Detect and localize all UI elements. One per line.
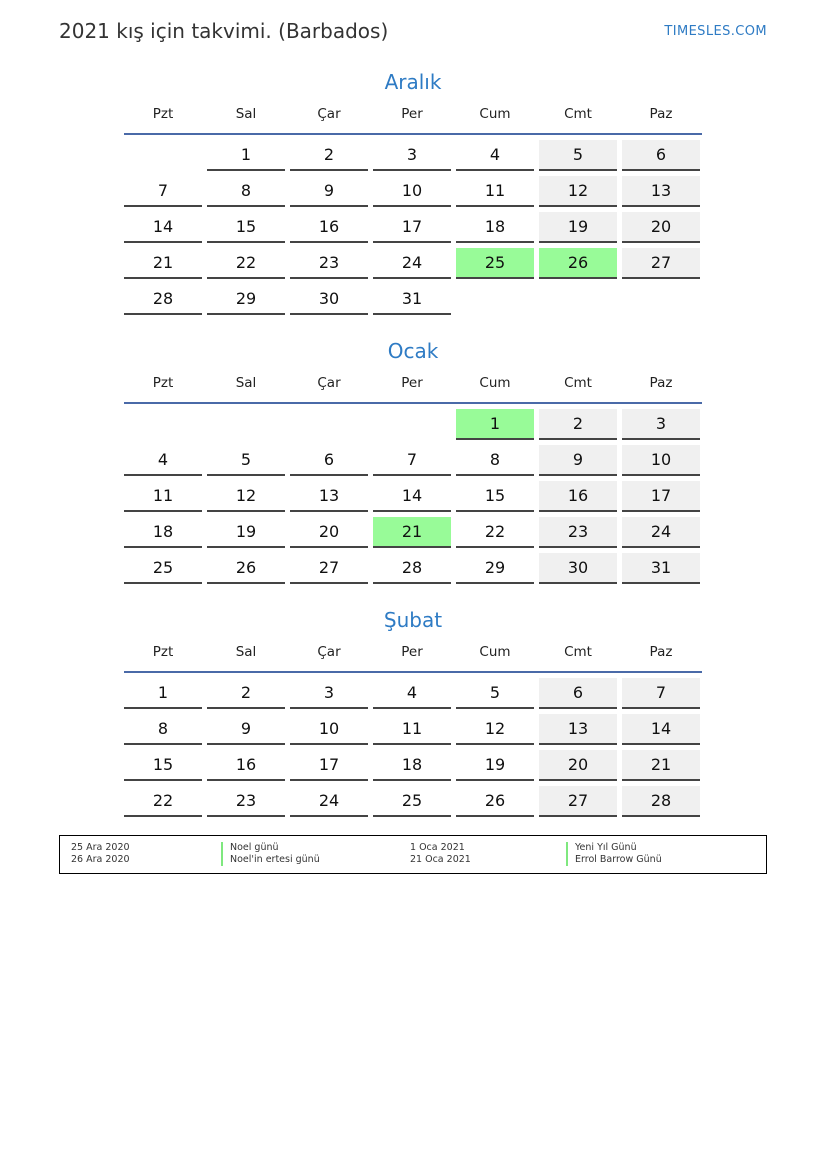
day-cell: 12 (456, 714, 534, 745)
empty-cell (456, 284, 534, 313)
day-cell: 24 (290, 786, 368, 817)
day-cell: 20 (290, 517, 368, 548)
day-cell: 26 (207, 553, 285, 584)
weekday-label: Cmt (564, 375, 592, 391)
day-cell: 21 (124, 248, 202, 279)
day-cell: 18 (124, 517, 202, 548)
day-cell: 9 (290, 176, 368, 207)
day-cell: 8 (207, 176, 285, 207)
day-cell: 6 (622, 140, 700, 171)
day-cell: 30 (539, 553, 617, 584)
day-cell: 10 (373, 176, 451, 207)
day-cell: 18 (373, 750, 451, 781)
day-grid (124, 678, 702, 817)
holiday-legend (59, 835, 767, 874)
day-cell: 3 (290, 678, 368, 709)
day-cell: 8 (124, 714, 202, 745)
day-cell: 2 (539, 409, 617, 440)
page-title: 2021 kış için takvimi. (Barbados) (59, 19, 389, 43)
weekday-label: Pzt (152, 106, 174, 122)
day-cell: 11 (373, 714, 451, 745)
day-cell: 28 (622, 786, 700, 817)
day-cell: 15 (124, 750, 202, 781)
day-cell: 13 (539, 714, 617, 745)
weekday-label: Cum (479, 644, 511, 660)
day-cell: 5 (207, 445, 285, 476)
day-cell: 28 (373, 553, 451, 584)
weekday-header (124, 643, 702, 673)
weekday-label: Paz (649, 644, 673, 660)
day-cell: 1 (207, 140, 285, 171)
legend-date: 1 Oca 2021 (410, 842, 465, 853)
day-cell: 2 (290, 140, 368, 171)
day-cell: 23 (539, 517, 617, 548)
day-cell: 12 (539, 176, 617, 207)
day-cell: 26 (456, 786, 534, 817)
weekday-label: Per (401, 106, 423, 122)
day-cell: 10 (290, 714, 368, 745)
day-cell: 2 (207, 678, 285, 709)
day-cell: 12 (207, 481, 285, 512)
day-cell: 6 (539, 678, 617, 709)
day-cell: 13 (290, 481, 368, 512)
legend-date: 25 Ara 2020 (71, 842, 130, 853)
day-cell: 18 (456, 212, 534, 243)
day-cell: 20 (539, 750, 617, 781)
day-cell: 13 (622, 176, 700, 207)
day-cell: 27 (290, 553, 368, 584)
weekday-label: Sal (235, 375, 257, 391)
weekday-label: Pzt (152, 644, 174, 660)
day-cell: 27 (622, 248, 700, 279)
empty-cell (124, 409, 202, 438)
legend-date: 26 Ara 2020 (71, 854, 130, 865)
weekday-header (124, 374, 702, 404)
empty-cell (622, 284, 700, 313)
day-cell: 15 (207, 212, 285, 243)
day-cell: 5 (456, 678, 534, 709)
day-cell: 3 (373, 140, 451, 171)
day-cell: 25 (124, 553, 202, 584)
day-cell: 7 (124, 176, 202, 207)
empty-cell (539, 284, 617, 313)
day-cell: 5 (539, 140, 617, 171)
empty-cell (207, 409, 285, 438)
day-cell: 7 (373, 445, 451, 476)
day-cell: 8 (456, 445, 534, 476)
day-cell: 16 (290, 212, 368, 243)
day-cell: 16 (539, 481, 617, 512)
day-cell: 14 (622, 714, 700, 745)
day-cell: 11 (124, 481, 202, 512)
legend-holiday-name: Yeni Yıl Günü (566, 842, 637, 854)
weekday-label: Cum (479, 375, 511, 391)
weekday-label: Cum (479, 106, 511, 122)
day-cell: 4 (373, 678, 451, 709)
day-cell: 29 (456, 553, 534, 584)
weekday-label: Per (401, 644, 423, 660)
day-cell: 6 (290, 445, 368, 476)
weekday-label: Per (401, 375, 423, 391)
weekday-label: Çar (317, 644, 341, 660)
day-cell: 23 (207, 786, 285, 817)
day-cell: 17 (290, 750, 368, 781)
day-cell: 19 (539, 212, 617, 243)
empty-cell (124, 140, 202, 169)
day-grid (124, 409, 702, 584)
month-january (124, 337, 702, 584)
day-cell: 11 (456, 176, 534, 207)
month-december (124, 68, 702, 315)
legend-holiday-name: Noel'in ertesi günü (221, 854, 320, 866)
weekday-label: Sal (235, 644, 257, 660)
day-cell: 3 (622, 409, 700, 440)
day-cell: 25 (456, 248, 534, 279)
legend-holiday-name: Noel günü (221, 842, 279, 854)
site-link[interactable]: TIMESLES.COM (664, 24, 767, 39)
day-cell: 9 (539, 445, 617, 476)
day-cell: 1 (124, 678, 202, 709)
legend-date: 21 Oca 2021 (410, 854, 471, 865)
month-title: Ocak (387, 339, 439, 363)
day-cell: 25 (373, 786, 451, 817)
day-cell: 16 (207, 750, 285, 781)
weekday-header (124, 105, 702, 135)
day-grid (124, 140, 702, 315)
weekday-label: Sal (235, 106, 257, 122)
day-cell: 7 (622, 678, 700, 709)
day-cell: 17 (622, 481, 700, 512)
day-cell: 14 (124, 212, 202, 243)
day-cell: 21 (373, 517, 451, 548)
day-cell: 9 (207, 714, 285, 745)
month-title: Şubat (383, 608, 443, 632)
day-cell: 29 (207, 284, 285, 315)
weekday-label: Paz (649, 375, 673, 391)
day-cell: 31 (622, 553, 700, 584)
weekday-label: Paz (649, 106, 673, 122)
day-cell: 21 (622, 750, 700, 781)
empty-cell (290, 409, 368, 438)
day-cell: 24 (373, 248, 451, 279)
day-cell: 19 (207, 517, 285, 548)
month-february (124, 606, 702, 817)
weekday-label: Cmt (564, 644, 592, 660)
day-cell: 30 (290, 284, 368, 315)
day-cell: 23 (290, 248, 368, 279)
day-cell: 19 (456, 750, 534, 781)
day-cell: 14 (373, 481, 451, 512)
day-cell: 4 (124, 445, 202, 476)
day-cell: 28 (124, 284, 202, 315)
weekday-label: Pzt (152, 375, 174, 391)
empty-cell (373, 409, 451, 438)
day-cell: 31 (373, 284, 451, 315)
day-cell: 15 (456, 481, 534, 512)
day-cell: 4 (456, 140, 534, 171)
day-cell: 1 (456, 409, 534, 440)
day-cell: 22 (207, 248, 285, 279)
weekday-label: Cmt (564, 106, 592, 122)
day-cell: 22 (456, 517, 534, 548)
day-cell: 26 (539, 248, 617, 279)
legend-holiday-name: Errol Barrow Günü (566, 854, 662, 866)
day-cell: 10 (622, 445, 700, 476)
month-title: Aralık (384, 70, 442, 94)
day-cell: 22 (124, 786, 202, 817)
day-cell: 24 (622, 517, 700, 548)
day-cell: 27 (539, 786, 617, 817)
day-cell: 17 (373, 212, 451, 243)
day-cell: 20 (622, 212, 700, 243)
weekday-label: Çar (317, 106, 341, 122)
weekday-label: Çar (317, 375, 341, 391)
